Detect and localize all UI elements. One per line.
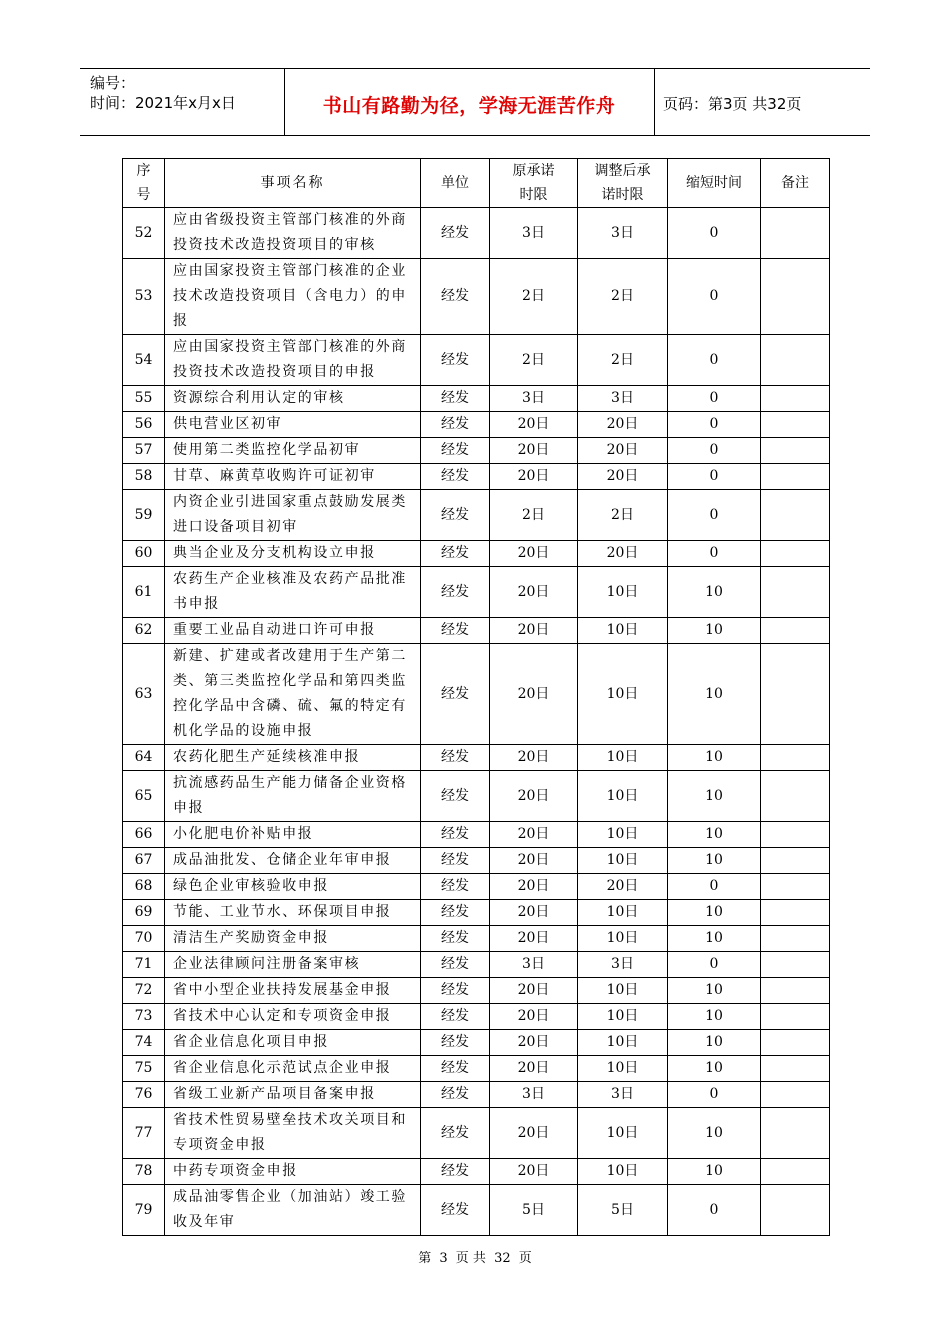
cell-remark [761,438,830,464]
cell-seq: 70 [123,926,165,952]
cell-shortened: 10 [668,1056,761,1082]
cell-shortened: 10 [668,900,761,926]
cell-original-limit: 3日 [490,952,578,978]
cell-original-limit: 20日 [490,822,578,848]
cell-unit: 经发 [421,745,490,771]
cell-unit: 经发 [421,1004,490,1030]
cell-unit: 经发 [421,386,490,412]
table-row [123,926,830,952]
cell-remark [761,618,830,644]
cell-seq: 66 [123,822,165,848]
cell-seq: 64 [123,745,165,771]
cell-name: 绿色企业审核验收申报 [165,874,421,900]
footer-middle: 页 共 [455,1251,486,1266]
cell-adjusted-limit: 10日 [578,745,668,771]
cell-name: 省技术中心认定和专项资金申报 [165,1004,421,1030]
table-header-row [123,159,830,208]
cell-name: 省企业信息化项目申报 [165,1030,421,1056]
cell-original-limit: 20日 [490,771,578,822]
cell-original-limit: 3日 [490,1082,578,1108]
table-row [123,644,830,745]
cell-remark [761,1159,830,1185]
cell-adjusted-limit: 3日 [578,208,668,259]
cell-seq: 73 [123,1004,165,1030]
cell-unit: 经发 [421,618,490,644]
table-row [123,412,830,438]
table-row [123,900,830,926]
cell-unit: 经发 [421,952,490,978]
cell-remark [761,335,830,386]
table-row [123,1082,830,1108]
cell-name: 新建、扩建或者改建用于生产第二类、第三类监控化学品和第四类监控化学品中含磷、硫、氟的特定有机化学品的设施申报 [165,644,421,745]
cell-shortened: 0 [668,490,761,541]
cell-unit: 经发 [421,1108,490,1159]
cell-remark [761,874,830,900]
table-row [123,259,830,335]
page-footer [0,1247,950,1266]
table-row [123,1185,830,1236]
cell-seq: 75 [123,1056,165,1082]
cell-unit: 经发 [421,438,490,464]
cell-unit: 经发 [421,1030,490,1056]
cell-original-limit: 20日 [490,464,578,490]
cell-unit: 经发 [421,1159,490,1185]
table-row [123,771,830,822]
cell-adjusted-limit: 20日 [578,874,668,900]
cell-unit: 经发 [421,874,490,900]
cell-name: 省级工业新产品项目备案申报 [165,1082,421,1108]
cell-name: 应由国家投资主管部门核准的企业技术改造投资项目（含电力）的申报 [165,259,421,335]
cell-name: 省企业信息化示范试点企业申报 [165,1056,421,1082]
cell-shortened: 0 [668,1082,761,1108]
cell-shortened: 10 [668,926,761,952]
footer-suffix: 页 [518,1251,532,1266]
cell-remark [761,1082,830,1108]
cell-unit: 经发 [421,1185,490,1236]
cell-shortened: 10 [668,848,761,874]
cell-adjusted-limit: 10日 [578,978,668,1004]
cell-shortened: 0 [668,952,761,978]
table-row [123,541,830,567]
cell-remark [761,412,830,438]
cell-original-limit: 5日 [490,1185,578,1236]
cell-unit: 经发 [421,541,490,567]
cell-name: 成品油零售企业（加油站）竣工验收及年审 [165,1185,421,1236]
col-header-original-limit: 原承诺 时限 [490,159,578,208]
cell-original-limit: 20日 [490,900,578,926]
cell-remark [761,259,830,335]
cell-name: 省技术性贸易壁垒技术攻关项目和专项资金申报 [165,1108,421,1159]
cell-original-limit: 20日 [490,567,578,618]
cell-unit: 经发 [421,644,490,745]
cell-unit: 经发 [421,335,490,386]
cell-original-limit: 20日 [490,618,578,644]
cell-remark [761,978,830,1004]
cell-unit: 经发 [421,490,490,541]
cell-original-limit: 20日 [490,978,578,1004]
cell-name: 使用第二类监控化学品初审 [165,438,421,464]
cell-adjusted-limit: 10日 [578,1056,668,1082]
cell-original-limit: 20日 [490,926,578,952]
cell-shortened: 0 [668,464,761,490]
cell-shortened: 0 [668,386,761,412]
cell-seq: 71 [123,952,165,978]
cell-adjusted-limit: 20日 [578,541,668,567]
cell-unit: 经发 [421,208,490,259]
cell-seq: 61 [123,567,165,618]
table-row [123,208,830,259]
cell-seq: 62 [123,618,165,644]
table-row [123,874,830,900]
cell-seq: 58 [123,464,165,490]
cell-shortened: 10 [668,1159,761,1185]
table-row [123,438,830,464]
cell-unit: 经发 [421,822,490,848]
cell-seq: 53 [123,259,165,335]
table-row [123,1108,830,1159]
table-row [123,978,830,1004]
cell-adjusted-limit: 5日 [578,1185,668,1236]
cell-adjusted-limit: 3日 [578,386,668,412]
cell-original-limit: 20日 [490,848,578,874]
table-row [123,567,830,618]
cell-adjusted-limit: 10日 [578,848,668,874]
cell-adjusted-limit: 20日 [578,412,668,438]
cell-shortened: 10 [668,644,761,745]
cell-remark [761,1185,830,1236]
cell-remark [761,926,830,952]
cell-remark [761,490,830,541]
cell-original-limit: 2日 [490,259,578,335]
cell-name: 抗流感药品生产能力储备企业资格申报 [165,771,421,822]
cell-unit: 经发 [421,1082,490,1108]
cell-name: 清洁生产奖励资金申报 [165,926,421,952]
cell-shortened: 0 [668,541,761,567]
cell-name: 小化肥电价补贴申报 [165,822,421,848]
col-header-adjusted-limit: 调整后承 诺时限 [578,159,668,208]
cell-original-limit: 3日 [490,386,578,412]
cell-original-limit: 2日 [490,335,578,386]
cell-seq: 57 [123,438,165,464]
header-page-label: 页码：第3页 共32页 [663,95,802,113]
header-meta [90,73,236,113]
table-row [123,1056,830,1082]
cell-unit: 经发 [421,464,490,490]
cell-remark [761,745,830,771]
footer-total-pages: 32 [494,1251,511,1266]
cell-remark [761,644,830,745]
cell-seq: 59 [123,490,165,541]
table-row [123,490,830,541]
cell-adjusted-limit: 10日 [578,1030,668,1056]
cell-original-limit: 20日 [490,874,578,900]
cell-seq: 54 [123,335,165,386]
cell-remark [761,1056,830,1082]
cell-seq: 56 [123,412,165,438]
cell-remark [761,822,830,848]
cell-unit: 经发 [421,412,490,438]
cell-original-limit: 20日 [490,1159,578,1185]
col-header-seq: 序 号 [123,159,165,208]
cell-seq: 72 [123,978,165,1004]
col-header-remarks: 备注 [761,159,830,208]
cell-name: 中药专项资金申报 [165,1159,421,1185]
cell-original-limit: 20日 [490,644,578,745]
footer-page-number: 3 [439,1251,448,1266]
cell-shortened: 10 [668,618,761,644]
cell-seq: 63 [123,644,165,745]
col-header-name: 事项名称 [165,159,421,208]
cell-shortened: 0 [668,874,761,900]
cell-adjusted-limit: 2日 [578,335,668,386]
cell-remark [761,208,830,259]
cell-shortened: 10 [668,567,761,618]
cell-name: 典当企业及分支机构设立申报 [165,541,421,567]
cell-remark [761,900,830,926]
cell-seq: 65 [123,771,165,822]
cell-shortened: 10 [668,771,761,822]
cell-adjusted-limit: 20日 [578,438,668,464]
cell-shortened: 10 [668,822,761,848]
col-header-shortened: 缩短时间 [668,159,761,208]
cell-adjusted-limit: 10日 [578,926,668,952]
table-row [123,386,830,412]
cell-remark [761,1108,830,1159]
table-row [123,952,830,978]
col-header-unit: 单位 [421,159,490,208]
cell-seq: 69 [123,900,165,926]
cell-remark [761,1004,830,1030]
cell-shortened: 0 [668,259,761,335]
cell-name: 省中小型企业扶持发展基金申报 [165,978,421,1004]
cell-seq: 55 [123,386,165,412]
cell-shortened: 0 [668,1185,761,1236]
cell-shortened: 0 [668,335,761,386]
cell-seq: 79 [123,1185,165,1236]
cell-name: 应由国家投资主管部门核准的外商投资技术改造投资项目的申报 [165,335,421,386]
cell-unit: 经发 [421,1056,490,1082]
table-row [123,1159,830,1185]
cell-remark [761,771,830,822]
cell-adjusted-limit: 10日 [578,644,668,745]
commitment-time-table [122,158,830,1236]
cell-adjusted-limit: 10日 [578,1108,668,1159]
cell-seq: 78 [123,1159,165,1185]
table-row [123,464,830,490]
cell-original-limit: 20日 [490,412,578,438]
cell-name: 农药生产企业核准及农药产品批准书申报 [165,567,421,618]
cell-shortened: 10 [668,745,761,771]
cell-seq: 60 [123,541,165,567]
cell-adjusted-limit: 3日 [578,1082,668,1108]
cell-remark [761,848,830,874]
table-row [123,745,830,771]
cell-shortened: 10 [668,1030,761,1056]
cell-seq: 76 [123,1082,165,1108]
cell-adjusted-limit: 10日 [578,771,668,822]
cell-seq: 52 [123,208,165,259]
cell-adjusted-limit: 2日 [578,259,668,335]
cell-original-limit: 20日 [490,438,578,464]
cell-name: 农药化肥生产延续核准申报 [165,745,421,771]
cell-name: 节能、工业节水、环保项目申报 [165,900,421,926]
cell-adjusted-limit: 20日 [578,464,668,490]
cell-unit: 经发 [421,978,490,1004]
footer-prefix: 第 [418,1251,432,1266]
cell-name: 重要工业品自动进口许可申报 [165,618,421,644]
cell-name: 供电营业区初审 [165,412,421,438]
cell-seq: 74 [123,1030,165,1056]
cell-seq: 68 [123,874,165,900]
header-motto: 书山有路勤为径，学海无涯苦作舟 [322,95,616,117]
cell-original-limit: 3日 [490,208,578,259]
cell-original-limit: 2日 [490,490,578,541]
cell-original-limit: 20日 [490,1030,578,1056]
cell-seq: 77 [123,1108,165,1159]
cell-original-limit: 20日 [490,745,578,771]
table-row [123,1004,830,1030]
cell-remark [761,1030,830,1056]
page-header [80,68,870,136]
cell-original-limit: 20日 [490,1108,578,1159]
cell-shortened: 10 [668,1108,761,1159]
cell-shortened: 0 [668,438,761,464]
cell-name: 资源综合利用认定的审核 [165,386,421,412]
document-time-label: 时间：2021年x月x日 [90,94,236,112]
document-number-label: 编号： [90,74,136,92]
cell-name: 应由省级投资主管部门核准的外商投资技术改造投资项目的审核 [165,208,421,259]
cell-original-limit: 20日 [490,1056,578,1082]
cell-adjusted-limit: 10日 [578,618,668,644]
table-row [123,335,830,386]
cell-remark [761,464,830,490]
cell-unit: 经发 [421,259,490,335]
cell-name: 内资企业引进国家重点鼓励发展类进口设备项目初审 [165,490,421,541]
cell-unit: 经发 [421,926,490,952]
table-row [123,822,830,848]
table-body [123,208,830,1236]
cell-name: 企业法律顾问注册备案审核 [165,952,421,978]
cell-name: 成品油批发、仓储企业年审申报 [165,848,421,874]
cell-adjusted-limit: 10日 [578,822,668,848]
cell-unit: 经发 [421,567,490,618]
cell-adjusted-limit: 10日 [578,1159,668,1185]
cell-shortened: 10 [668,1004,761,1030]
cell-shortened: 10 [668,978,761,1004]
cell-original-limit: 20日 [490,541,578,567]
cell-adjusted-limit: 3日 [578,952,668,978]
cell-unit: 经发 [421,900,490,926]
cell-unit: 经发 [421,848,490,874]
cell-adjusted-limit: 2日 [578,490,668,541]
cell-remark [761,952,830,978]
cell-remark [761,386,830,412]
cell-unit: 经发 [421,771,490,822]
cell-shortened: 0 [668,208,761,259]
header-divider-right [654,69,655,135]
cell-seq: 67 [123,848,165,874]
cell-name: 甘草、麻黄草收购许可证初审 [165,464,421,490]
cell-adjusted-limit: 10日 [578,567,668,618]
cell-remark [761,567,830,618]
table-row [123,618,830,644]
cell-shortened: 0 [668,412,761,438]
cell-adjusted-limit: 10日 [578,900,668,926]
cell-adjusted-limit: 10日 [578,1004,668,1030]
cell-remark [761,541,830,567]
cell-original-limit: 20日 [490,1004,578,1030]
table-row [123,1030,830,1056]
table-row [123,848,830,874]
